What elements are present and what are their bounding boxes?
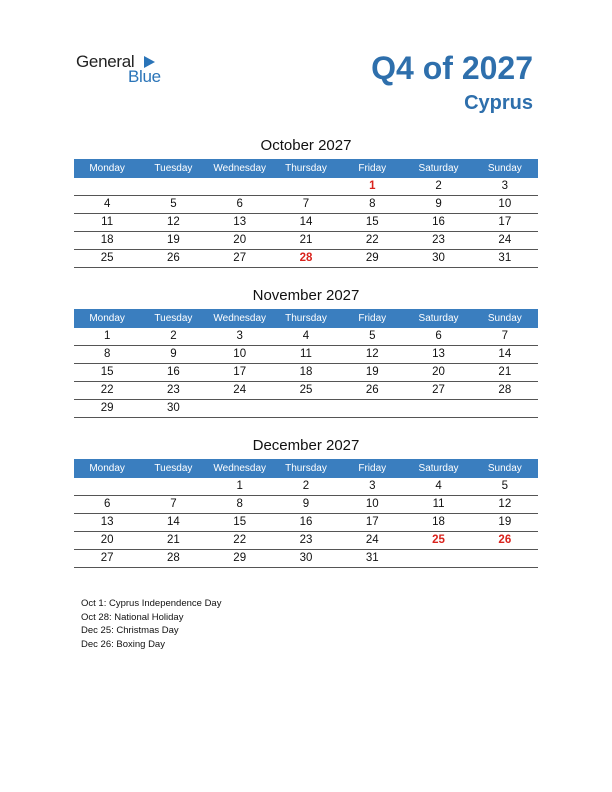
day-cell: 18 [100, 234, 114, 246]
day-cell: 5 [170, 198, 177, 210]
week-row [74, 232, 538, 250]
weekday-label: Monday [89, 163, 125, 174]
day-cell: 24 [233, 384, 247, 396]
day-cell: 3 [369, 480, 376, 492]
weekday-label: Wednesday [213, 313, 267, 324]
day-cell: 6 [435, 330, 442, 342]
weekday-label: Friday [358, 463, 387, 474]
day-cell: 2 [170, 330, 177, 342]
weekday-label: Monday [89, 463, 125, 474]
day-cell: 29 [233, 552, 247, 564]
weekday-label: Sunday [487, 163, 522, 174]
day-cell: 19 [498, 516, 512, 528]
weekday-label: Tuesday [154, 463, 193, 474]
day-cell [405, 550, 471, 567]
logo-word-blue: Blue [128, 67, 161, 86]
week-row [74, 214, 538, 232]
day-cell: 20 [432, 366, 445, 378]
day-cell: 14 [299, 216, 313, 228]
day-cell: 19 [167, 234, 180, 246]
day-cell: 24 [365, 534, 379, 546]
day-cell: 22 [100, 384, 114, 396]
day-cell: 2 [435, 180, 442, 192]
day-cell: 26 [167, 252, 180, 264]
day-cell: 12 [167, 216, 180, 228]
day-cell: 15 [365, 216, 379, 228]
day-cell: 8 [103, 348, 111, 360]
country-name: Cyprus [464, 92, 533, 114]
week-row [74, 364, 538, 382]
weekday-label: Tuesday [154, 313, 193, 324]
week-row [74, 196, 538, 214]
day-cell: 30 [167, 402, 180, 414]
day-cell: 16 [299, 516, 313, 528]
day-cell: 7 [501, 330, 509, 342]
logo-word-general: General [76, 52, 135, 71]
day-cell [405, 400, 471, 417]
day-cell: 4 [302, 330, 310, 342]
day-cell: 8 [236, 498, 243, 510]
day-cell: 1 [103, 330, 111, 342]
holiday-day-cell: 28 [299, 252, 313, 264]
month-title: October 2027 [260, 137, 352, 154]
weekday-label: Tuesday [154, 163, 193, 174]
day-cell: 6 [103, 498, 111, 510]
day-cell: 18 [432, 516, 445, 528]
day-cell: 29 [100, 402, 114, 414]
weekday-label: Saturday [418, 463, 459, 474]
weekday-header [74, 309, 538, 328]
week-row [74, 250, 538, 268]
day-cell: 23 [432, 234, 445, 246]
weekday-label: Thursday [285, 163, 327, 174]
day-cell: 17 [498, 216, 512, 228]
day-cell: 31 [365, 552, 379, 564]
weekday-header [74, 459, 538, 478]
week-row [74, 346, 538, 364]
week-row [74, 496, 538, 514]
day-cell: 9 [435, 198, 442, 210]
day-cell: 22 [233, 534, 247, 546]
day-cell [140, 178, 206, 195]
day-cell: 16 [167, 366, 180, 378]
day-cell: 11 [101, 216, 114, 228]
weekday-label: Saturday [418, 163, 459, 174]
day-cell: 31 [498, 252, 512, 264]
day-cell: 17 [365, 516, 379, 528]
day-cell: 7 [302, 198, 310, 210]
week-row [74, 514, 538, 532]
day-cell: 13 [233, 216, 247, 228]
day-cell: 14 [167, 516, 180, 528]
day-cell: 6 [236, 198, 243, 210]
day-cell: 15 [100, 366, 114, 378]
holiday-day-cell: 1 [369, 180, 376, 192]
day-cell [472, 400, 538, 417]
week-row [74, 382, 538, 400]
day-cell: 8 [369, 198, 376, 210]
weekday-label: Monday [89, 313, 125, 324]
holiday-notes [81, 597, 221, 651]
day-cell [472, 550, 538, 567]
day-cell [140, 478, 206, 495]
day-cell [74, 178, 140, 195]
day-cell [207, 400, 273, 417]
day-cell: 5 [369, 330, 376, 342]
day-cell: 20 [233, 234, 247, 246]
day-cell: 3 [236, 330, 243, 342]
weekday-label: Wednesday [213, 163, 267, 174]
day-cell: 15 [233, 516, 247, 528]
day-cell: 25 [299, 384, 313, 396]
day-cell: 12 [498, 498, 512, 510]
day-cell: 24 [498, 234, 512, 246]
day-cell: 5 [501, 480, 509, 492]
holiday-note: Oct 28: National Holiday [81, 611, 184, 623]
day-cell: 28 [167, 552, 180, 564]
day-cell: 11 [300, 348, 312, 360]
day-cell [74, 478, 140, 495]
day-cell: 20 [100, 534, 114, 546]
day-cell: 25 [100, 252, 114, 264]
holiday-day-cell: 26 [498, 534, 512, 546]
holiday-note: Dec 25: Christmas Day [81, 625, 179, 636]
day-cell: 21 [299, 234, 313, 246]
weekday-label: Saturday [418, 313, 459, 324]
day-cell: 28 [498, 384, 512, 396]
day-cell [273, 178, 339, 195]
week-row [74, 532, 538, 550]
day-cell: 7 [170, 498, 177, 510]
month-calendar [74, 287, 538, 418]
day-cell: 26 [365, 384, 379, 396]
week-row [74, 328, 538, 346]
day-cell: 30 [432, 252, 445, 264]
week-row [74, 400, 538, 418]
day-cell: 27 [432, 384, 445, 396]
day-cell: 9 [302, 498, 310, 510]
month-title: November 2027 [252, 287, 360, 304]
weekday-label: Sunday [487, 463, 522, 474]
week-row [74, 178, 538, 196]
day-cell: 10 [233, 348, 247, 360]
month-calendar [74, 137, 538, 268]
day-cell [273, 400, 339, 417]
week-row [74, 478, 538, 496]
day-cell: 4 [103, 198, 111, 210]
month-calendar [74, 437, 538, 568]
day-cell: 10 [365, 498, 379, 510]
holiday-note: Oct 1: Cyprus Independence Day [81, 598, 222, 609]
page-title: Q4 of 2027 [371, 50, 533, 86]
day-cell: 22 [365, 234, 379, 246]
weekday-label: Friday [358, 163, 387, 174]
day-cell: 18 [299, 366, 313, 378]
weekday-label: Thursday [285, 463, 327, 474]
weekday-header [74, 159, 538, 178]
day-cell: 13 [432, 348, 445, 360]
day-cell: 27 [100, 552, 114, 564]
day-cell: 23 [167, 384, 180, 396]
weekday-label: Thursday [285, 313, 327, 324]
day-cell: 2 [302, 480, 310, 492]
day-cell: 13 [100, 516, 114, 528]
day-cell: 12 [365, 348, 379, 360]
day-cell: 27 [233, 252, 247, 264]
day-cell: 9 [170, 348, 177, 360]
day-cell [207, 178, 273, 195]
day-cell: 21 [167, 534, 180, 546]
weekday-label: Sunday [487, 313, 522, 324]
day-cell: 29 [365, 252, 379, 264]
day-cell: 23 [299, 534, 313, 546]
day-cell: 19 [365, 366, 379, 378]
day-cell: 14 [498, 348, 512, 360]
day-cell: 17 [233, 366, 247, 378]
generalblue-logo [76, 52, 176, 88]
day-cell: 3 [501, 180, 509, 192]
day-cell: 4 [435, 480, 442, 492]
day-cell: 16 [432, 216, 445, 228]
day-cell: 30 [299, 552, 313, 564]
day-cell: 11 [432, 498, 445, 510]
holiday-note: Dec 26: Boxing Day [81, 638, 165, 650]
week-row [74, 550, 538, 568]
weekday-label: Wednesday [213, 463, 267, 474]
day-cell: 10 [498, 198, 512, 210]
weekday-label: Friday [358, 313, 387, 324]
day-cell: 21 [498, 366, 512, 378]
day-cell: 1 [236, 480, 243, 492]
holiday-day-cell: 25 [432, 534, 445, 546]
day-cell [339, 400, 405, 417]
month-title: December 2027 [252, 437, 360, 454]
